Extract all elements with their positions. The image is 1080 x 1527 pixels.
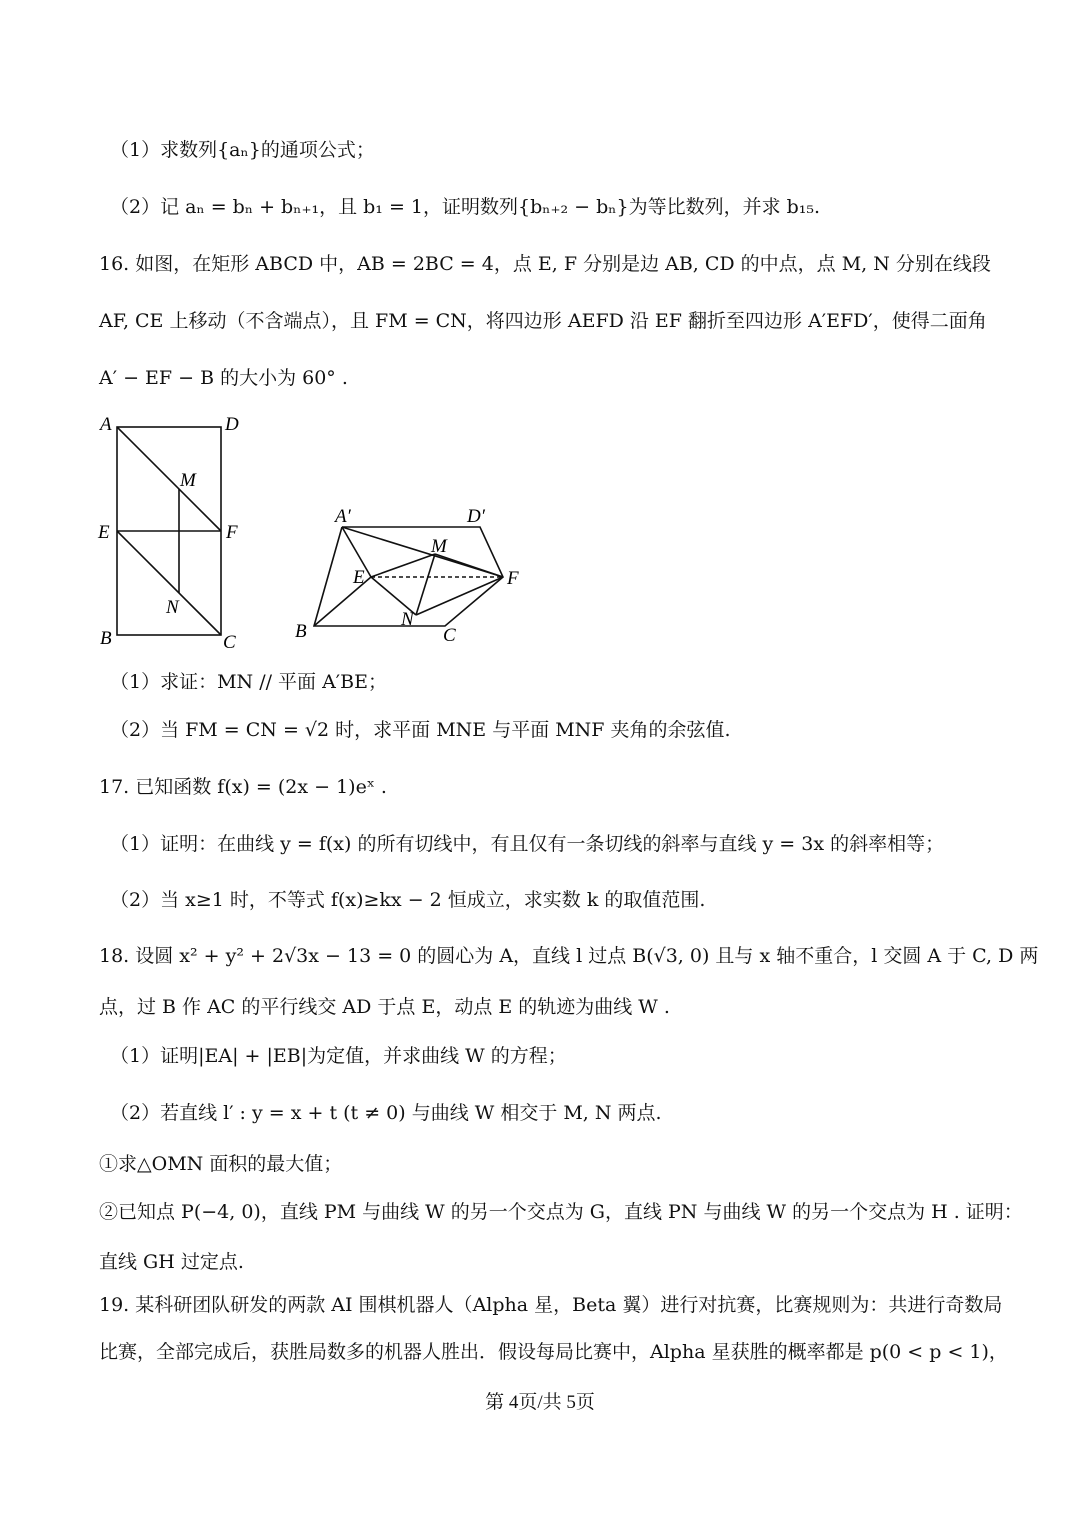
- fig2-label-n: N: [401, 609, 414, 630]
- figure-folded: [285, 500, 545, 650]
- fig2-label-e: E: [353, 567, 365, 588]
- fig1-label-d: D: [225, 414, 239, 435]
- q17-stem: 17. 已知函数 f(x) = (2x − 1)eˣ .: [99, 776, 387, 798]
- q18-stem-line1: 18. 设圆 x² + y² + 2√3x − 13 = 0 的圆心为 A，直线 l 过点 B(√3, 0) 且与 x 轴不重合，l 交圆 A 于 C, D 两: [99, 945, 1039, 967]
- page-footer: 第 4页/共 5页: [485, 1392, 595, 1413]
- q18-subpart2-line1: ②已知点 P(−4, 0)，直线 PM 与曲线 W 的另一个交点为 G，直线 PN 与曲线 W 的另一个交点为 H . 证明：: [99, 1201, 1023, 1223]
- q16-stem-line1: 16. 如图，在矩形 ABCD 中，AB = 2BC = 4，点 E, F 分别是边 AB, CD 的中点，点 M, N 分别在线段: [99, 253, 991, 275]
- fig1-label-e: E: [98, 522, 110, 543]
- q16-part1: （1）求证：MN // 平面 A′BE；: [110, 671, 387, 693]
- fig1-label-c: C: [223, 632, 236, 653]
- figure-rectangle-abcd: [90, 408, 260, 653]
- fig2-label-d-prime: D′: [467, 506, 485, 527]
- q19-stem-line1: 19. 某科研团队研发的两款 AI 围棋机器人（Alpha 星，Beta 翼）进行对抗赛，比赛规则为：共进行奇数局: [99, 1294, 1003, 1316]
- fig1-label-n: N: [166, 597, 179, 618]
- q17-part1: （1）证明：在曲线 y = f(x) 的所有切线中，有且仅有一条切线的斜率与直线 y = 3x 的斜率相等；: [110, 833, 945, 855]
- q18-part1: （1）证明|EA| + |EB|为定值，并求曲线 W 的方程；: [110, 1045, 567, 1067]
- q19-stem-line2: 比赛，全部完成后，获胜局数多的机器人胜出．假设每局比赛中，Alpha 星获胜的概率都是 p(0 < p < 1)，: [99, 1341, 1008, 1363]
- q15-part2: （2）记 aₙ = bₙ + bₙ₊₁，且 b₁ = 1，证明数列{bₙ₊₂ − bₙ}为等比数列，并求 b₁₅.: [110, 196, 821, 218]
- fig2-label-b: B: [295, 621, 307, 642]
- q17-part2: （2）当 x≥1 时，不等式 f(x)≥kx − 2 恒成立，求实数 k 的取值范围.: [110, 889, 706, 911]
- fig1-label-a: A: [100, 414, 112, 435]
- fig2-label-a-prime: A′: [335, 506, 351, 527]
- fig2-label-f: F: [507, 568, 519, 589]
- fig1-label-b: B: [100, 628, 112, 649]
- fig1-label-m: M: [180, 470, 196, 491]
- q16-stem-line3: A′ − EF − B 的大小为 60° .: [99, 367, 348, 389]
- q18-subpart1: ①求△OMN 面积的最大值；: [99, 1153, 343, 1175]
- q18-part2: （2）若直线 l′ : y = x + t (t ≠ 0) 与曲线 W 相交于 M, N 两点.: [110, 1102, 662, 1124]
- q16-part2: （2）当 FM = CN = √2 时，求平面 MNE 与平面 MNF 夹角的余弦值.: [110, 719, 731, 741]
- q18-stem-line2: 点，过 B 作 AC 的平行线交 AD 于点 E，动点 E 的轨迹为曲线 W .: [99, 996, 670, 1018]
- fig1-label-f: F: [226, 522, 238, 543]
- q15-part1: （1）求数列{aₙ}的通项公式；: [110, 139, 375, 161]
- q18-subpart2-line2: 直线 GH 过定点.: [99, 1251, 244, 1273]
- fig2-label-c: C: [443, 625, 456, 646]
- q16-stem-line2: AF, CE 上移动（不含端点），且 FM = CN，将四边形 AEFD 沿 EF 翻折至四边形 A′EFD′，使得二面角: [99, 310, 987, 332]
- fig2-label-m: M: [431, 536, 447, 557]
